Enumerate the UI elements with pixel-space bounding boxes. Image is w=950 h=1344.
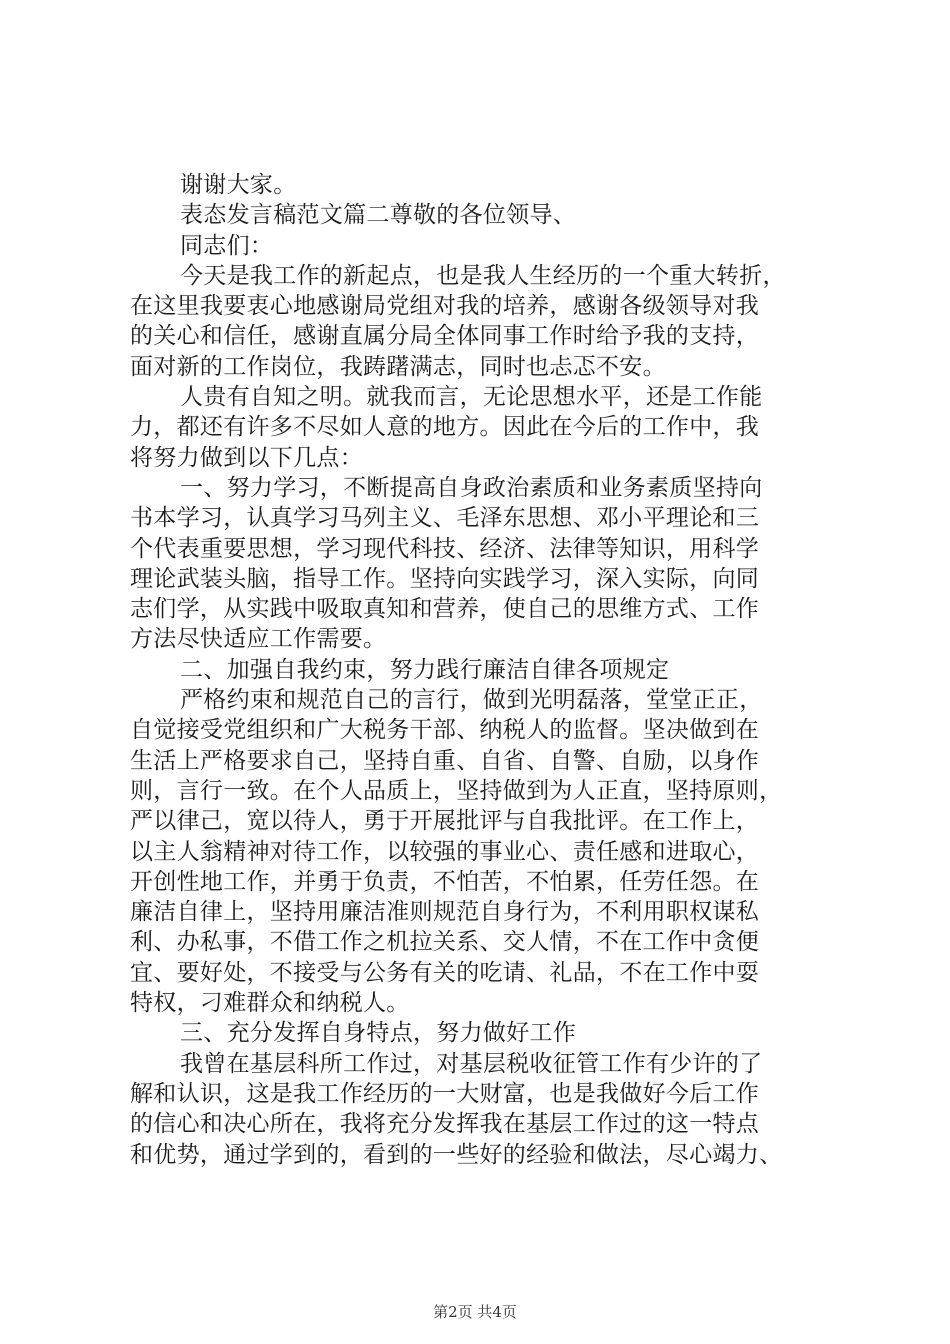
text-line: 志们学，从实践中吸取真知和营养，使自己的思维方式、工作 [130, 596, 760, 623]
text-line: 力，都还有许多不尽如人意的地方。因此在今后的工作中，我 [130, 414, 760, 441]
text-line: 生活上严格要求自己，坚持自重、自省、自警、自励，以身作 [130, 747, 760, 774]
text-line: 二、加强自我约束，努力践行廉洁自律各项规定 [180, 656, 670, 683]
text-line: 在这里我要衷心地感谢局党组对我的培养，感谢各级领导对我 [130, 293, 760, 320]
text-line: 面对新的工作岗位，我踌躇满志，同时也忐忑不安。 [130, 353, 666, 380]
text-line: 解和认识，这是我工作经历的一大财富，也是我做好今后工作 [130, 1080, 760, 1107]
text-line: 谢谢大家。 [180, 172, 297, 198]
text-line: 特权，刁难群众和纳税人。 [130, 990, 410, 1017]
text-line: 理论武装头脑，指导工作。坚持向实践学习，深入实际，向同 [130, 565, 760, 592]
text-line: 的关心和信任，感谢直属分局全体同事工作时给予我的支持， [130, 323, 760, 350]
text-line: 和优势，通过学到的，看到的一些好的经验和做法，尽心竭力、 [130, 1141, 783, 1168]
text-line: 方法尽快适应工作需要。 [130, 626, 387, 653]
text-line: 将努力做到以下几点： [130, 444, 363, 471]
text-line: 的信心和决心所在，我将充分发挥我在基层工作过的这一特点 [130, 1111, 760, 1138]
text-line: 人贵有自知之明。就我而言，无论思想水平，还是工作能 [180, 384, 763, 411]
page-number-footer: 第2页 共4页 [433, 1303, 517, 1321]
text-line: 表态发言稿范文篇二尊敬的各位领导、 [180, 202, 577, 229]
text-line: 以主人翁精神对待工作，以较强的事业心、责任感和进取心， [130, 838, 760, 865]
text-line: 自觉接受党组织和广大税务干部、纳税人的监督。坚决做到在 [130, 717, 760, 744]
text-line: 三、充分发挥自身特点，努力做好工作 [180, 1020, 577, 1047]
text-line: 开创性地工作，并勇于负责，不怕苦，不怕累，任劳任怨。在 [130, 868, 760, 895]
text-line: 宜、要好处，不接受与公务有关的吃请、礼品，不在工作中耍 [130, 959, 760, 986]
text-line: 个代表重要思想，学习现代科技、经济、法律等知识，用科学 [130, 535, 760, 562]
text-line: 严以律己，宽以待人，勇于开展批评与自我批评。在工作上， [130, 808, 760, 835]
text-line: 则，言行一致。在个人品质上，坚持做到为人正直，坚持原则， [130, 777, 783, 804]
document-body [130, 170, 830, 1170]
text-line: 一、努力学习，不断提高自身政治素质和业务素质坚持向 [180, 474, 763, 501]
text-line: 今天是我工作的新起点，也是我人生经历的一个重大转折， [180, 262, 786, 289]
text-line: 同志们： [180, 232, 274, 259]
text-line: 书本学习，认真学习马列主义、毛泽东思想、邓小平理论和三 [130, 505, 760, 532]
text-line: 严格约束和规范自己的言行，做到光明磊落，堂堂正正， [180, 687, 763, 714]
text-line: 廉洁自律上，坚持用廉洁准则规范自身行为，不利用职权谋私 [130, 899, 760, 926]
text-line: 利、办私事，不借工作之机拉关系、交人情，不在工作中贪便 [130, 929, 760, 956]
text-line: 我曾在基层科所工作过，对基层税收征管工作有少许的了 [180, 1050, 763, 1077]
